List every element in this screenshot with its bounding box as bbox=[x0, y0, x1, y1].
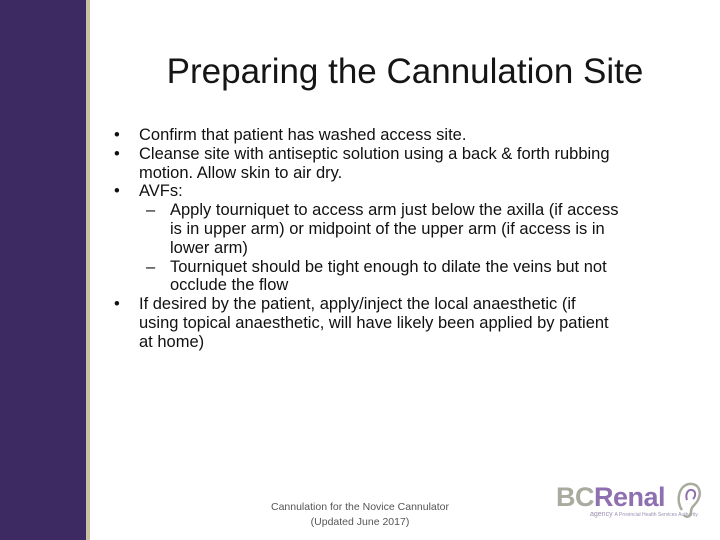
sidebar-band bbox=[0, 0, 86, 540]
slide-footer bbox=[250, 500, 470, 530]
bullet-line: motion. Allow skin to air dry. bbox=[139, 163, 343, 182]
sub-bullet-line: Tourniquet should be tight enough to dilate the veins but not bbox=[170, 257, 607, 276]
bullet-line: Cleanse site with antiseptic solution using a back & forth rubbing bbox=[139, 144, 610, 163]
logo-renal: Renal bbox=[594, 482, 666, 512]
footer-line: Cannulation for the Novice Cannulator bbox=[270, 501, 450, 513]
bc-renal-logo bbox=[556, 478, 706, 528]
sub-bullet-line: is in upper arm) or midpoint of the upper arm (if access is in bbox=[170, 219, 605, 238]
bullet-marker: • bbox=[114, 144, 120, 163]
sub-bullet-marker: – bbox=[146, 257, 156, 276]
sub-bullet-marker: – bbox=[146, 201, 156, 220]
sub-bullet-line: lower arm) bbox=[170, 238, 248, 257]
ear-icon bbox=[674, 480, 704, 520]
sub-bullet-line: Apply tourniquet to access arm just below the axilla (if access bbox=[170, 201, 619, 220]
bullet-item bbox=[108, 145, 688, 183]
logo-agency: agency bbox=[590, 511, 613, 518]
sub-bullet-line: occlude the flow bbox=[170, 276, 289, 295]
bullet-list bbox=[108, 126, 688, 352]
bullet-line: using topical anaesthetic, will have likely been applied by patient bbox=[139, 313, 609, 332]
logo-wordmark bbox=[556, 482, 665, 512]
bullet-item bbox=[108, 182, 688, 201]
bullet-line: Confirm that patient has washed access site. bbox=[139, 126, 467, 144]
bullet-item bbox=[108, 126, 688, 145]
slide-title: Preparing the Cannulation Site bbox=[166, 52, 644, 91]
footer-line: (Updated June 2017) bbox=[310, 516, 410, 528]
bullet-marker: • bbox=[114, 295, 120, 314]
bullet-marker: • bbox=[114, 126, 120, 144]
logo-tagline: A Provincial Health Services Authority bbox=[614, 512, 698, 518]
bullet-line: AVFs: bbox=[139, 182, 183, 201]
logo-bc: BC bbox=[556, 482, 594, 512]
bullet-marker: • bbox=[114, 182, 120, 201]
bullet-line: at home) bbox=[139, 332, 205, 351]
bullet-line: If desired by the patient, apply/inject the local anaesthetic (if bbox=[139, 295, 576, 314]
sub-bullet-item bbox=[108, 201, 688, 257]
bullet-item bbox=[108, 295, 688, 351]
sub-bullet-item bbox=[108, 258, 688, 296]
